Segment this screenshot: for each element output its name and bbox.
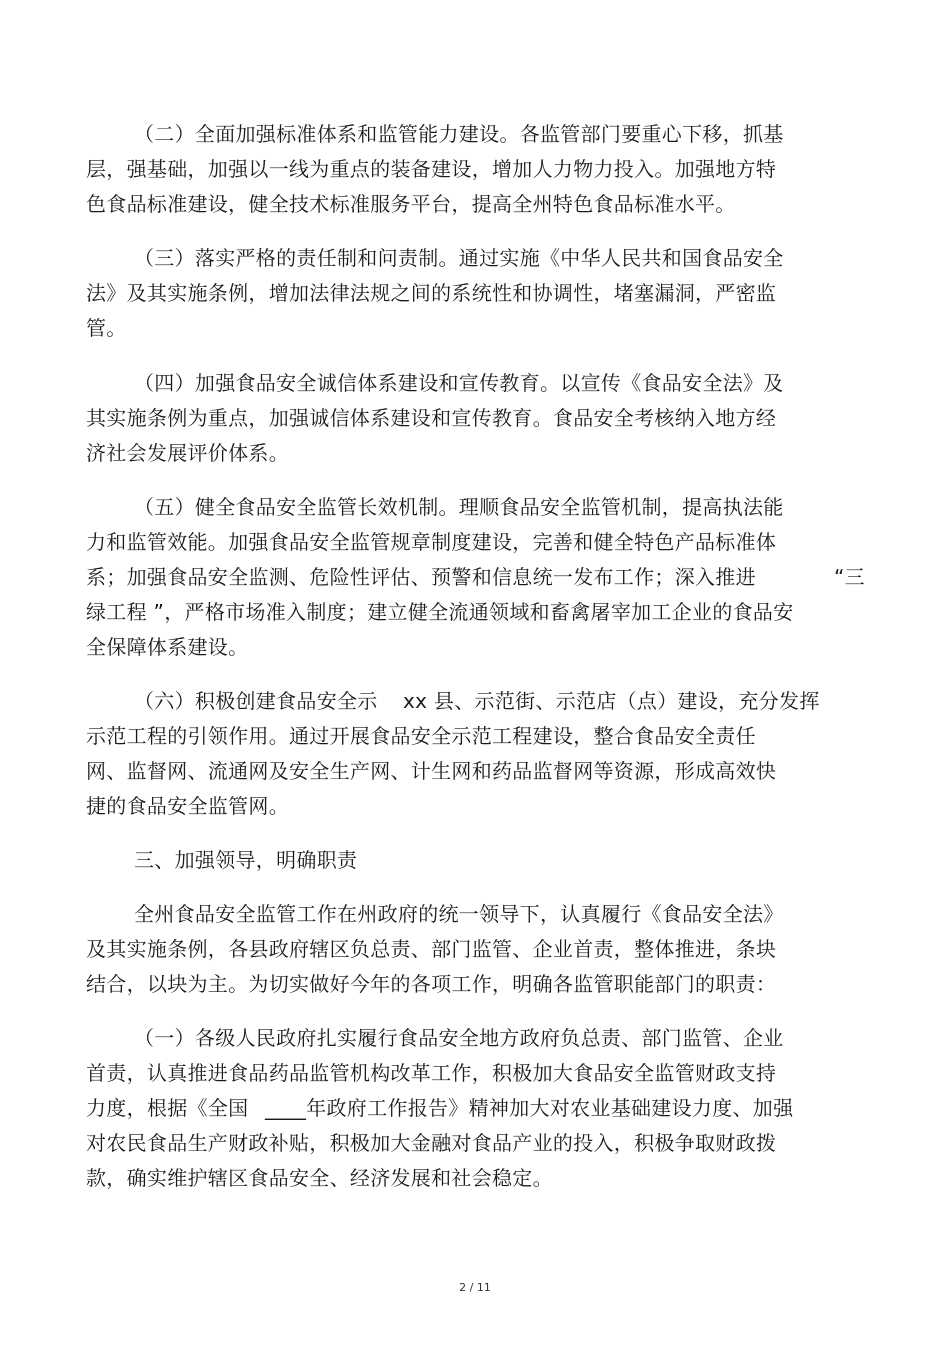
text-line: 款，确实维护辖区食品安全、经济发展和社会稳定。 [86, 1166, 553, 1190]
text-line: （三）落实严格的责任制和问责制。通过实施《中华人民共和国食品安全 [134, 246, 784, 270]
text-line: 首责，认真推进食品药品监管机构改革工作，积极加大食品安全监管财政支持 [86, 1061, 777, 1085]
text-line: （一）各级人民政府扎实履行食品安全地方政府负总责、部门监管、企业 [134, 1026, 784, 1050]
text-line: 管。 [86, 316, 127, 340]
text-line: （二）全面加强标准体系和监管能力建设。各监管部门要重心下移，抓基 [134, 122, 784, 146]
text-line: （六）积极创建食品安全示 [134, 689, 378, 713]
text-line: 其实施条例为重点，加强诚信体系建设和宣传教育。食品安全考核纳入地方经 [86, 406, 777, 430]
text-line: 结合，以块为主。为切实做好今年的各项工作，明确各监管职能部门的职责： [86, 972, 777, 996]
text-line: 及其实施条例，各县政府辖区负总责、部门监管、企业首责，整体推进，条块 [86, 937, 777, 961]
text-line: 济社会发展评价体系。 [86, 441, 289, 465]
text-line: （四）加强食品安全诚信体系建设和宣传教育。以宣传《食品安全法》及 [134, 371, 784, 395]
text-line: 全州食品安全监管工作在州政府的统一领导下，认真履行《食品安全法》 [134, 902, 784, 926]
text-fragment: ____年政府工作报告》精神加大对农业基础建设力度、加强 [265, 1096, 794, 1120]
text-fragment: “三 [834, 565, 865, 589]
text-line: 力和监管效能。加强食品安全监管规章制度建设，完善和健全特色产品标准体 [86, 530, 777, 554]
text-line: 层，强基础，加强以一线为重点的装备建设，增加人力物力投入。加强地方特 [86, 157, 777, 181]
text-line: 捷的食品安全监管网。 [86, 794, 289, 818]
text-line: 系；加强食品安全监测、危险性评估、预警和信息统一发布工作；深入推进 [86, 565, 756, 589]
text-line: 网、监督网、流通网及安全生产网、计生网和药品监督网等资源，形成高效快 [86, 759, 777, 783]
section-heading: 三、加强领导，明确职责 [134, 848, 358, 872]
text-line: 对农民食品生产财政补贴，积极加大金融对食品产业的投入，积极争取财政拨 [86, 1131, 777, 1155]
text-line: 色食品标准建设，健全技术标准服务平台，提高全州特色食品标准水平。 [86, 192, 736, 216]
text-fragment: xx 县、示范街、示范店（点）建设，充分发挥 [403, 689, 820, 713]
text-line: 法》及其实施条例，增加法律法规之间的系统性和协调性，堵塞漏洞，严密监 [86, 281, 777, 305]
text-line: 全保障体系建设。 [86, 635, 249, 659]
text-line: 绿工程 ”，严格市场准入制度；建立健全流通领域和畜禽屠宰加工企业的食品安 [86, 600, 794, 624]
text-line: 示范工程的引领作用。通过开展食品安全示范工程建设，整合食品安全责任 [86, 724, 756, 748]
text-line: （五）健全食品安全监管长效机制。理顺食品安全监管机制，提高执法能 [134, 495, 784, 519]
page-number: 2 / 11 [459, 1281, 491, 1294]
text-line: 力度，根据《全国 [86, 1096, 249, 1120]
